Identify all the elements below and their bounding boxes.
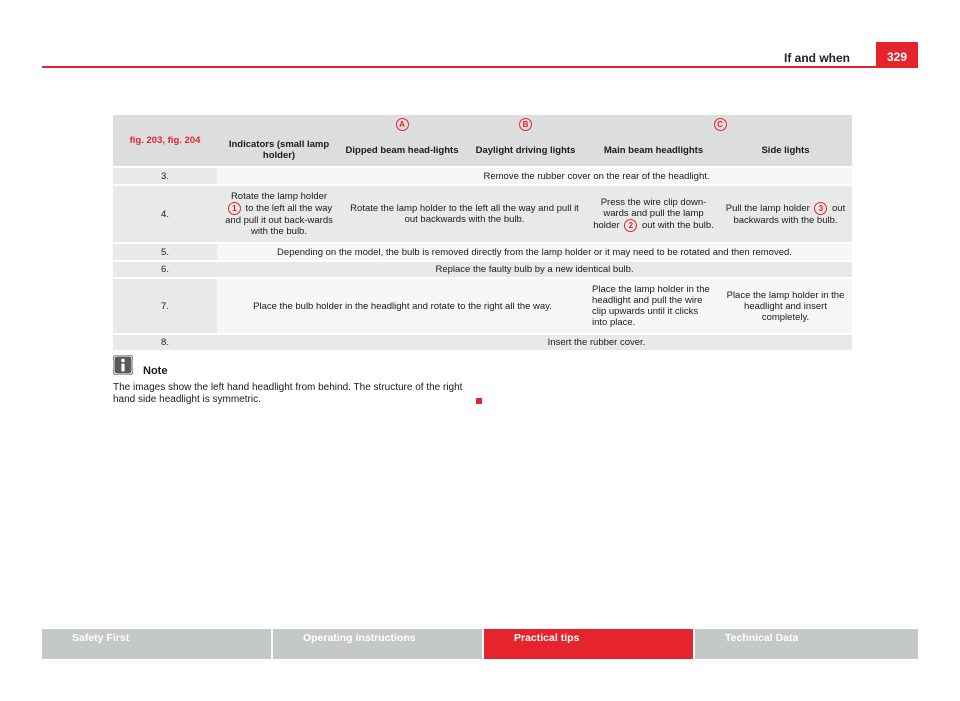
step-text: Depending on the model, the bulb is removed directly from the lamp holder or it may need to be rotated and then removed. — [217, 242, 852, 260]
note-title: Note — [143, 365, 168, 377]
step-text-side-lights: Place the lamp holder in the headlight and insert completely. — [719, 277, 852, 333]
step-number: 8. — [113, 333, 217, 350]
chapter-title: If and when — [784, 51, 850, 65]
footer-tab-safety-first[interactable]: Safety First — [42, 629, 271, 659]
step-text-main-beam: Press the wire clip down-wards and pull the lamp holder 2 out with the bulb. — [588, 184, 719, 242]
footer-tab-technical-data[interactable]: Technical Data — [695, 629, 918, 659]
table-row — [113, 277, 852, 333]
table-row — [113, 260, 852, 277]
header-rule — [42, 66, 876, 68]
end-of-section-marker — [476, 398, 482, 404]
label-a-badge: A — [396, 118, 409, 131]
footer-tab-practical-tips[interactable]: Practical tips — [484, 629, 693, 659]
step-number: 7. — [113, 277, 217, 333]
footer-nav — [42, 629, 918, 659]
column-header-main-beam: Main beam headlights — [588, 134, 719, 166]
step-text-dipped-daylight: Rotate the lamp holder to the left all the way and pull it out backwards with the bulb. — [341, 184, 588, 242]
table-row — [113, 333, 852, 350]
label-b-badge: B — [519, 118, 532, 131]
table-row — [113, 242, 852, 260]
step-text: Replace the faulty bulb by a new identical bulb. — [217, 260, 852, 277]
step-number: 3. — [113, 166, 217, 184]
figure-reference[interactable]: fig. 203, fig. 204 — [113, 115, 217, 166]
bulb-replacement-table — [113, 115, 852, 350]
column-header-indicators: Indicators (small lamp holder) — [217, 134, 341, 166]
step-number: 4. — [113, 184, 217, 242]
callout-3-badge: 3 — [814, 202, 827, 215]
note-text: The images show the left hand headlight from behind. The structure of the right hand side headlight is symmetric. — [113, 382, 463, 405]
footer-tab-operating-instructions[interactable]: Operating instructions — [273, 629, 482, 659]
step-text: Place the bulb holder in the headlight and rotate to the right all the way. — [217, 277, 588, 333]
callout-2-badge: 2 — [624, 219, 637, 232]
step-text: Insert the rubber cover. — [341, 333, 852, 350]
callout-1-badge: 1 — [228, 202, 241, 215]
column-header-dipped-beam: Dipped beam head-lights — [341, 134, 463, 166]
label-c-badge: C — [714, 118, 727, 131]
step-text: Remove the rubber cover on the rear of the headlight. — [341, 166, 852, 184]
column-header-side-lights: Side lights — [719, 134, 852, 166]
step-number: 6. — [113, 260, 217, 277]
page-number: 329 — [876, 42, 918, 68]
step-number: 5. — [113, 242, 217, 260]
column-header-daylight: Daylight driving lights — [463, 134, 588, 166]
note-icon — [113, 355, 133, 375]
table-row — [113, 184, 852, 242]
step-text-indicators: Rotate the lamp holder 1 to the left all the way and pull it out back-wards with the bulb. — [217, 184, 341, 242]
step-text-side-lights: Pull the lamp holder 3 out backwards with the bulb. — [719, 184, 852, 242]
step-text-main-beam: Place the lamp holder in the headlight and pull the wire clip upwards until it clicks into place. — [588, 277, 719, 333]
table-row — [113, 166, 852, 184]
